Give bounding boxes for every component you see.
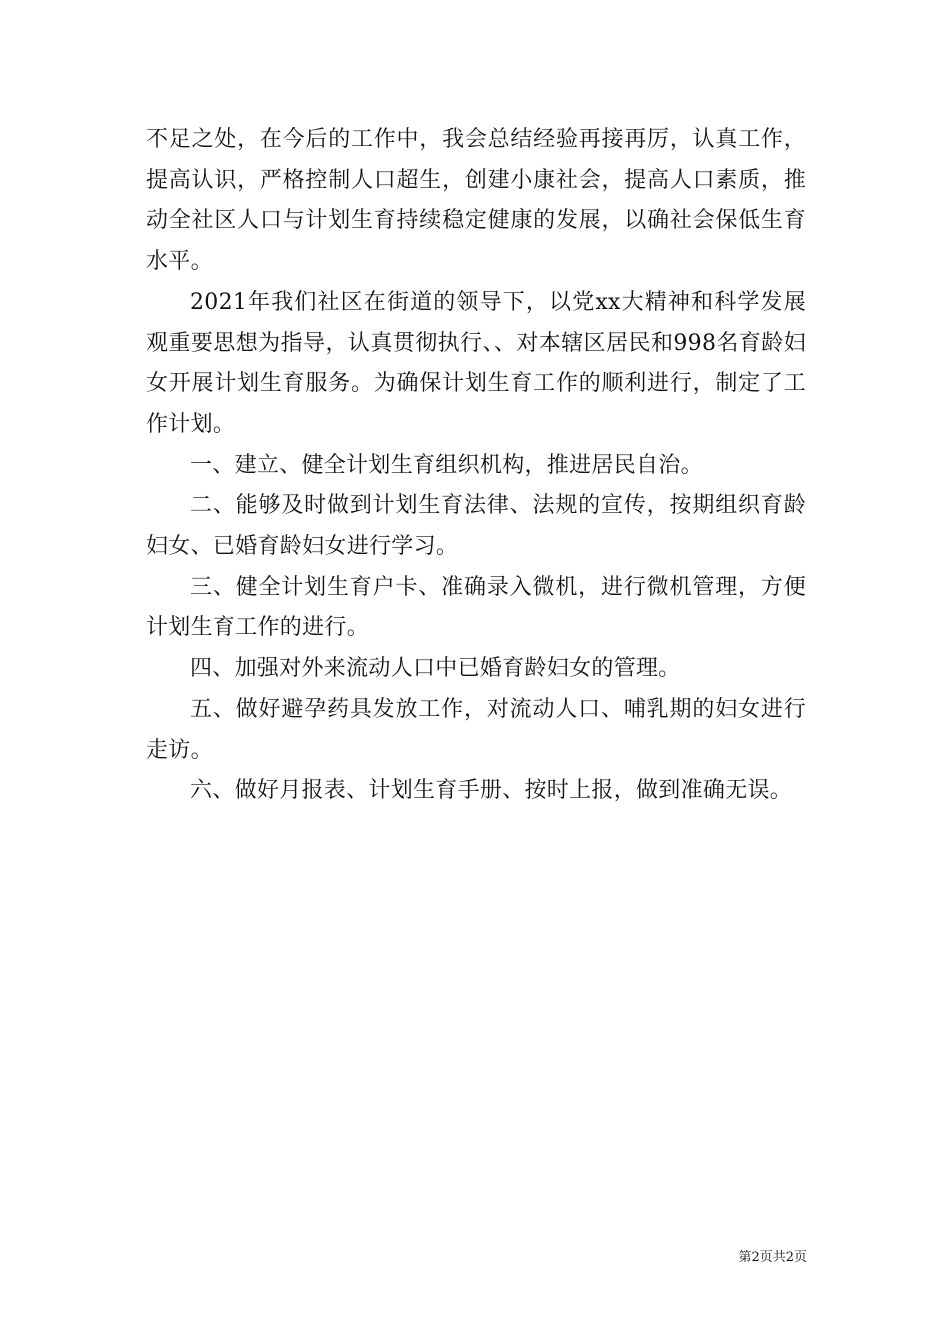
list-item-4: 四、加强对外来流动人口中已婚育龄妇女的管理。 [190, 656, 681, 682]
list-item-2: 二、能够及时做到计划生育法律、法规的宣传，按期组织育龄妇女、已婚育龄妇女进行学习。 [146, 493, 806, 560]
list-item-1: 一、建立、健全计划生育组织机构，推进居民自治。 [190, 452, 703, 478]
list-item-6: 六、做好月报表、计划生育手册、按时上报，做到准确无误。 [190, 778, 793, 804]
list-item-3: 三、健全计划生育户卡、准确录入微机，进行微机管理，方便计划生育工作的进行。 [146, 574, 806, 641]
page-number-footer: 第2页共2页 [738, 1250, 807, 1265]
body-text [146, 120, 806, 812]
list-item-5: 五、做好避孕药具发放工作，对流动人口、哺乳期的妇女进行走访。 [146, 696, 806, 763]
paragraph-intro: 2021年我们社区在街道的领导下，以党xx大精神和科学发展观重要思想为指导，认真贯彻执行、、对本辖区居民和998名育龄妇女开展计划生育服务。为确保计划生育工作的顺利进行，制定了工作计划。 [146, 289, 806, 437]
paragraph-continuation: 不足之处，在今后的工作中，我会总结经验再接再厉，认真工作，提高认识，严格控制人口超生，创建小康社会，提高人口素质，推动全社区人口与计划生育持续稳定健康的发展，以确社会保低生育水平。 [146, 127, 806, 275]
